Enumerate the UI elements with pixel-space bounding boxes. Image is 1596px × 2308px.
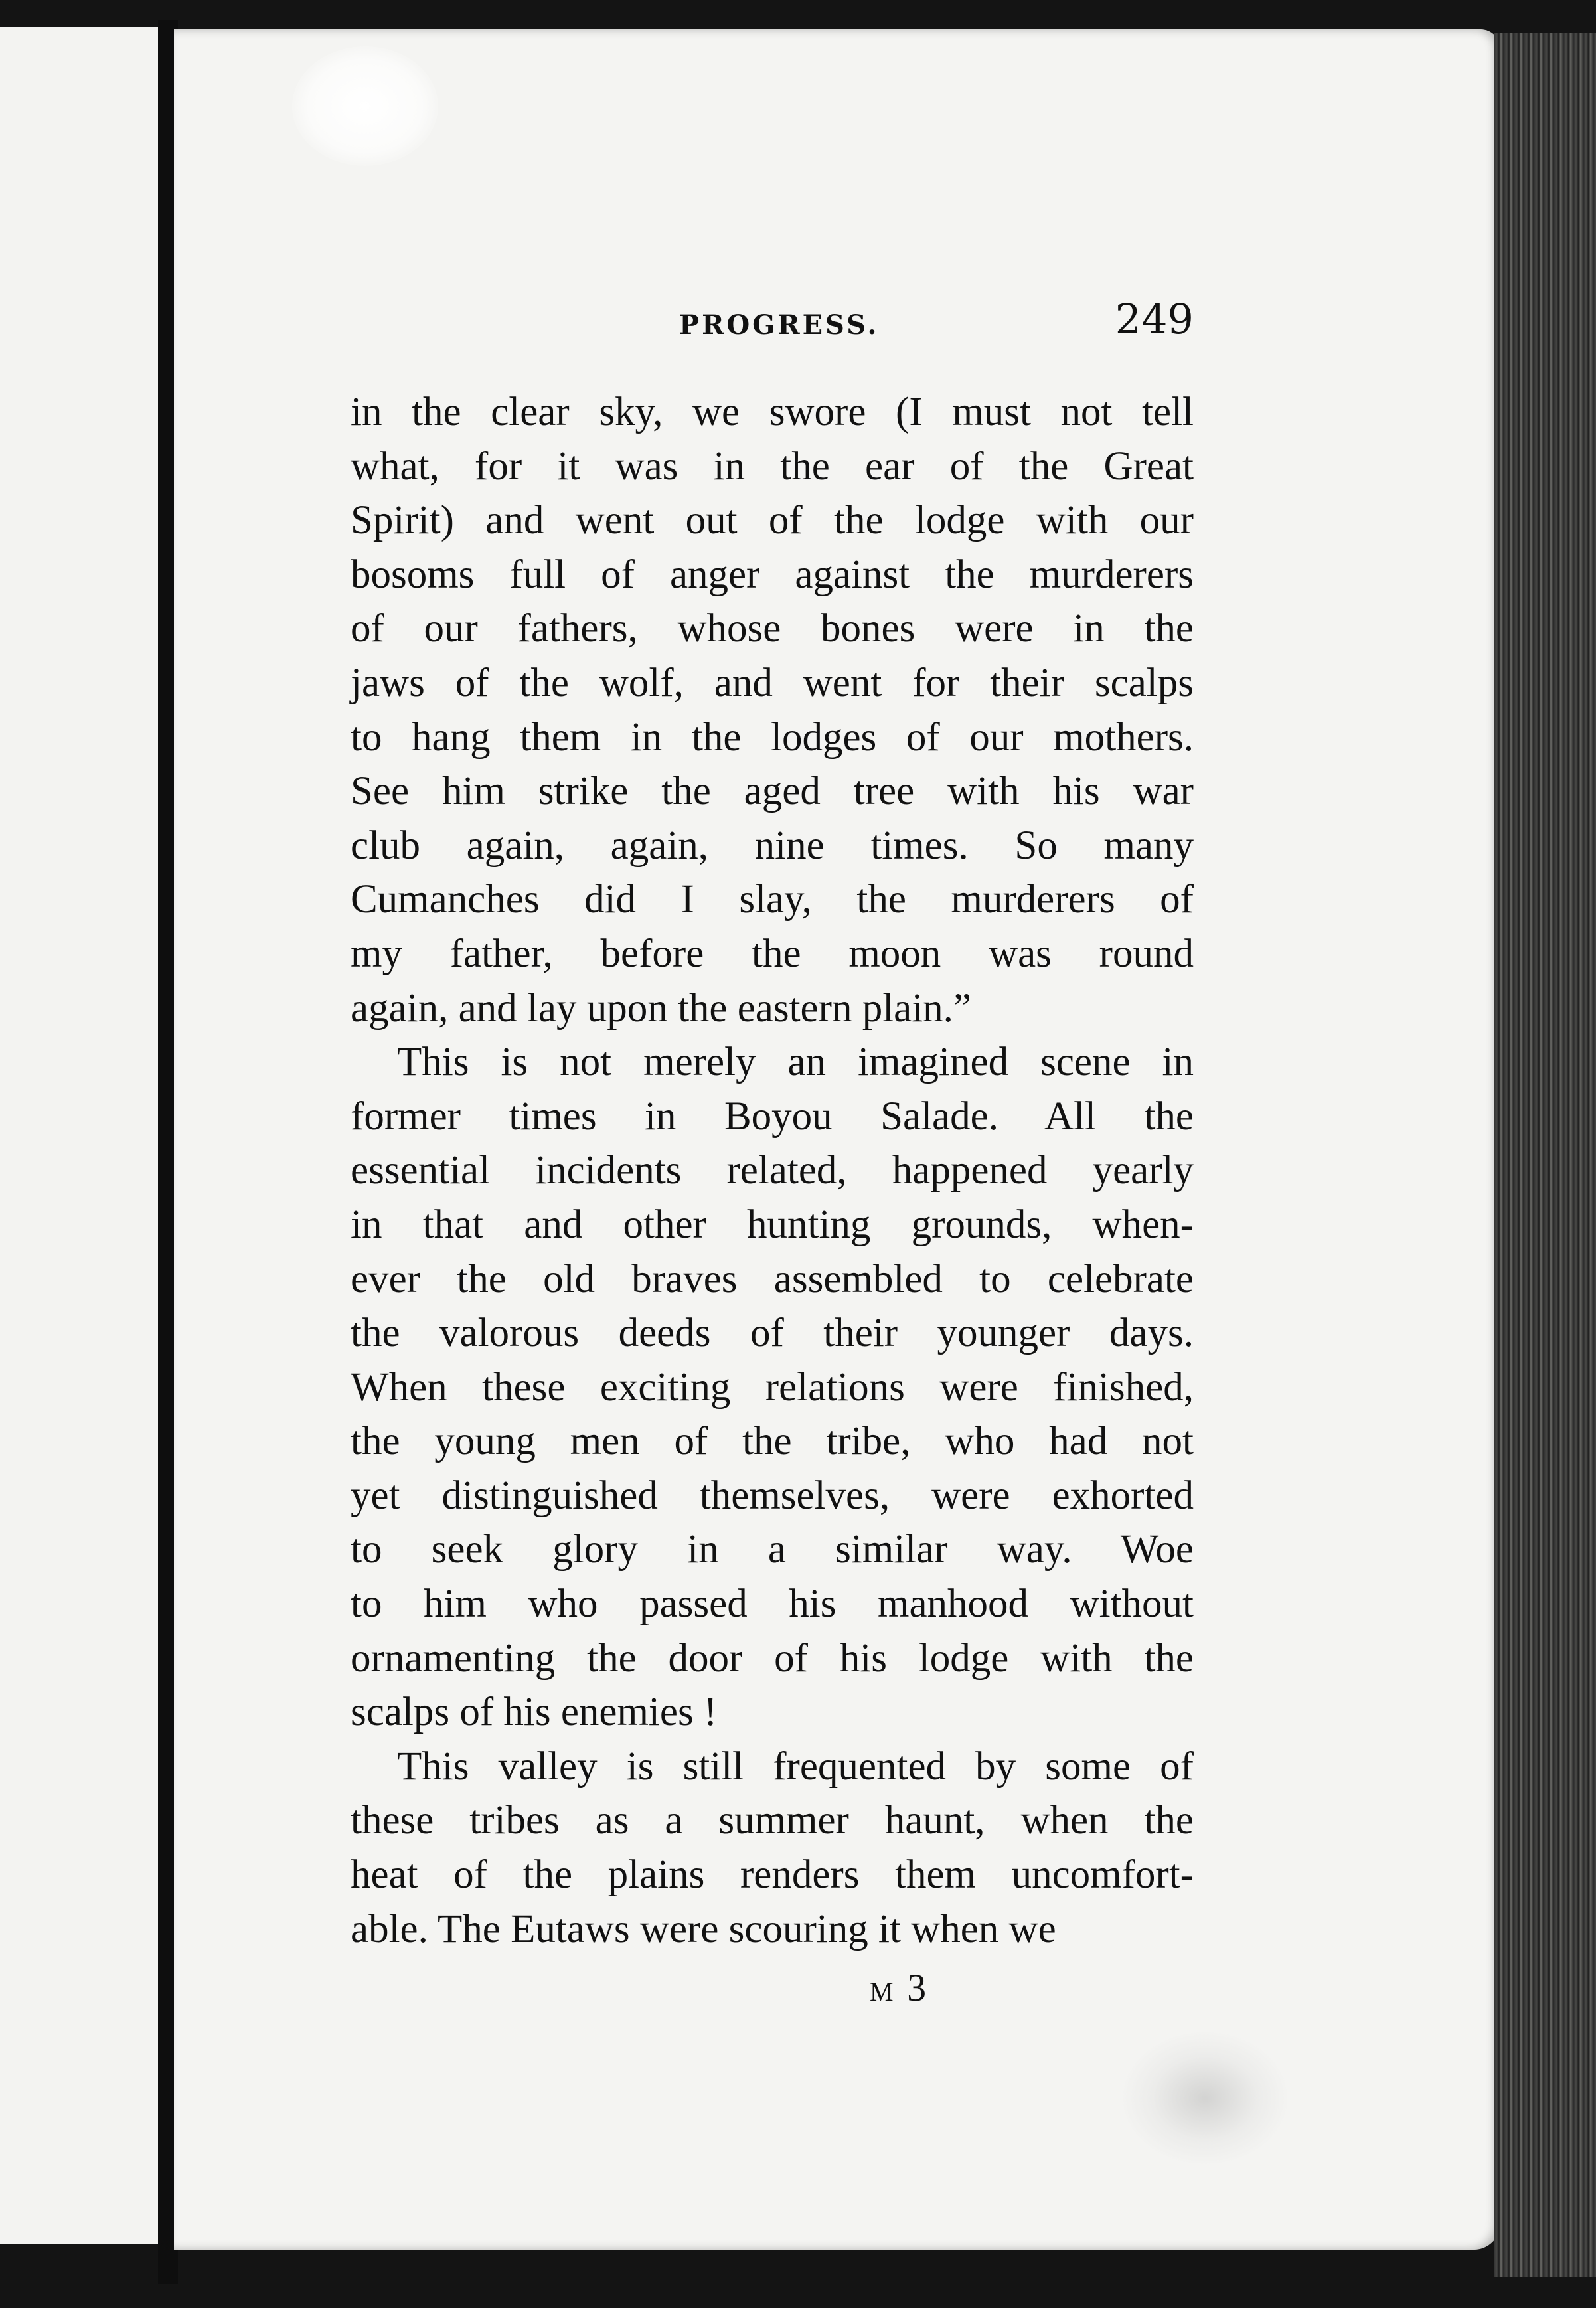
text-line: these tribes as a summer haunt, when the <box>351 1798 1194 1843</box>
text-line: scalps of his enemies ! <box>351 1690 718 1735</box>
text-line: club again, again, nine times. So many <box>351 823 1194 868</box>
text-line: This is not merely an imagined scene in <box>397 1040 1194 1085</box>
text-line: again, and lay upon the eastern plain.” <box>351 985 971 1030</box>
page-number: 249 <box>1115 295 1194 343</box>
text-line: jaws of the wolf, and went for their scalps <box>351 660 1194 705</box>
page-header <box>351 292 1194 352</box>
text-line: Spirit) and went out of the lodge with our <box>351 498 1194 543</box>
text-line: the young men of the tribe, who had not <box>351 1419 1194 1464</box>
text-line: ornamenting the door of his lodge with the <box>351 1635 1194 1681</box>
body-text <box>351 385 1194 1956</box>
page-edges-stack <box>1494 33 1596 2277</box>
running-head: PROGRESS. <box>679 309 880 341</box>
text-line: the valorous deeds of their younger days. <box>351 1311 1194 1356</box>
text-line: heat of the plains renders them uncomfort- <box>351 1853 1194 1898</box>
text-line: Cumanches did I slay, the murderers of <box>351 877 1194 922</box>
text-line: When these exciting relations were finished, <box>351 1364 1194 1410</box>
text-line: in that and other hunting grounds, when- <box>351 1202 1194 1247</box>
text-line: of our fathers, whose bones were in the <box>351 606 1194 651</box>
printer-signature-mark <box>870 1965 929 2010</box>
text-line: to hang them in the lodges of our mothers. <box>351 714 1194 760</box>
text-line: my father, before the moon was round <box>351 931 1194 976</box>
text-line: yet distinguished themselves, were exhorted <box>351 1473 1194 1518</box>
signature-number: 3 <box>907 1966 929 2009</box>
text-line: essential incidents related, happened yearly <box>351 1148 1194 1193</box>
thumb-smudge <box>1122 2032 1288 2165</box>
text-line: ever the old braves assembled to celebrate <box>351 1256 1194 1301</box>
text-line: what, for it was in the ear of the Great <box>351 444 1194 489</box>
paragraph <box>351 1740 1194 1956</box>
text-line: able. The Eutaws were scouring it when we <box>351 1906 1056 1951</box>
text-line: in the clear sky, we swore (I must not tell <box>351 390 1194 434</box>
text-line: bosoms full of anger against the murderers <box>351 552 1194 597</box>
paragraph <box>351 385 1194 1035</box>
text-line: former times in Boyou Salade. All the <box>351 1094 1194 1139</box>
facing-page-edge <box>0 27 162 2244</box>
text-line: See him strike the aged tree with his war <box>351 769 1194 814</box>
text-line: to seek glory in a similar way. Woe <box>351 1527 1194 1572</box>
signature-letter: M <box>870 1977 895 2007</box>
text-line: to him who passed his manhood without <box>351 1582 1194 1627</box>
text-line: This valley is still frequented by some of <box>397 1744 1194 1789</box>
paragraph <box>351 1035 1194 1740</box>
paper-stain <box>292 46 438 166</box>
